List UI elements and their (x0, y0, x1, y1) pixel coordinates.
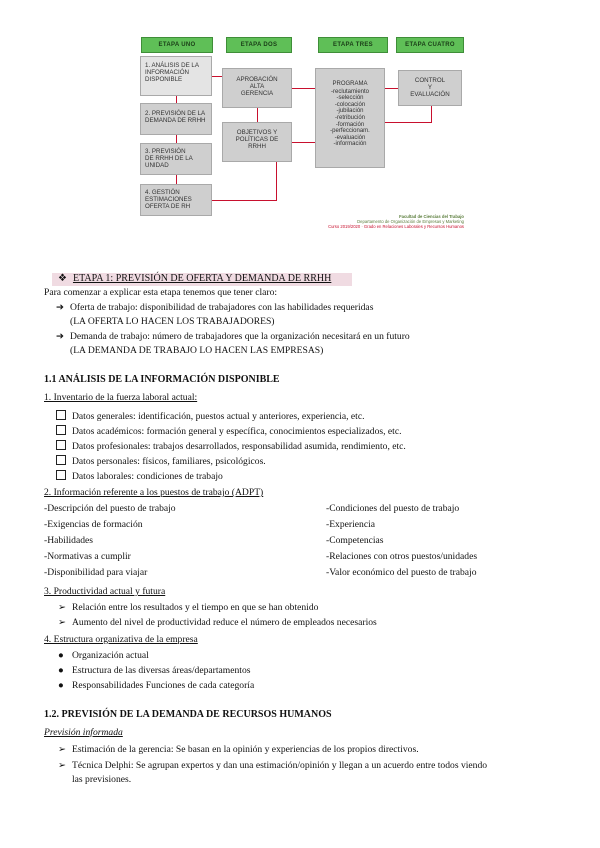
control-line2: Y (427, 84, 433, 91)
approval-line3: GERENCIA (240, 90, 274, 97)
dot-bullet-icon: ● (58, 665, 64, 676)
adpt-left-item: -Disponibilidad para viajar (44, 567, 148, 578)
list-item (58, 602, 318, 614)
box-unit-line1: 3. PREVISIÓN (145, 148, 186, 155)
checkbox-icon (56, 470, 66, 480)
connector-line (212, 76, 222, 77)
offer-definition: Oferta de trabajo: disponibilidad de trabajadores con las habilidades requeridas (70, 302, 374, 313)
etapa-intro: Para comenzar a explicar esta etapa tenemos que tener claro: (44, 287, 278, 298)
objectives-line3: RRHH (248, 143, 266, 150)
connector-line (385, 88, 398, 89)
approval-line1: APROBACIÓN (236, 76, 278, 83)
list-item (58, 760, 487, 772)
arrowhead-bullet-icon: ➢ (58, 760, 67, 771)
arrowhead-bullet-icon: ➢ (58, 744, 67, 755)
checkbox-icon (56, 440, 66, 450)
dot-bullet-icon: ● (58, 650, 64, 661)
adpt-left-item: -Habilidades (44, 535, 94, 546)
checklist-item (56, 455, 266, 468)
arrowhead-bullet-icon: ➢ (58, 602, 67, 613)
checklist-text: Datos profesionales: trabajos desarrollados, responsabilidad asumida, rendimiento, etc. (72, 441, 406, 452)
demand-note: (LA DEMANDA DE TRABAJO LO HACEN LAS EMPRESAS) (70, 345, 324, 356)
subheading-structure: 4. Estructura organizativa de la empresa (44, 634, 198, 645)
checklist-item (56, 470, 223, 483)
demand-definition: Demanda de trabajo: número de trabajadores que la organización necesitará en un futuro (70, 331, 410, 342)
offer-note: (LA OFERTA LO HACEN LOS TRABAJADORES) (70, 316, 275, 327)
diamond-bullet-icon: ❖ (58, 273, 67, 284)
adpt-right-item: -Condiciones del puesto de trabajo (326, 503, 460, 514)
stage-one-label: ETAPA UNO (141, 37, 213, 53)
checklist-item (56, 440, 406, 453)
approval-line2: ALTA (249, 83, 265, 90)
caption-line3: Curso 2019/2020 · Grado en Relaciones Laborales y Recursos Humanos (328, 224, 464, 229)
diagram-caption (286, 214, 464, 229)
box-analysis (140, 56, 212, 96)
box-demand-line1: 2. PREVISIÓN DE LA (145, 110, 206, 117)
program-item: -selección (336, 95, 364, 102)
etapa-title-row (58, 273, 331, 285)
subheading-informed-forecast: Previsión informada (44, 727, 123, 738)
program-title: PROGRAMA (332, 81, 368, 87)
structure-text: Estructura de las diversas áreas/departamentos (72, 665, 251, 676)
hr-planning-diagram (136, 30, 466, 230)
checkbox-icon (56, 425, 66, 435)
structure-text: Organización actual (72, 650, 149, 661)
productivity-text: Aumento del nivel de productividad reduce el número de empleados necesarios (72, 617, 377, 628)
section-1-2-heading: 1.2. PREVISIÓN DE LA DEMANDA DE RECURSOS HUMANOS (44, 709, 332, 720)
checklist-text: Datos laborales: condiciones de trabajo (72, 471, 223, 482)
program-item: -reclutamiento (330, 88, 369, 95)
adpt-left-item: -Descripción del puesto de trabajo (44, 503, 176, 514)
caption-line2: Departamento de Organización de Empresas y Marketing (357, 219, 464, 224)
structure-text: Responsabilidades Funciones de cada categoría (72, 680, 255, 691)
program-item: -formación (335, 121, 365, 128)
control-line1: CONTROL (414, 77, 446, 84)
arrow-right-icon: ➔ (56, 302, 65, 313)
caption-line1: Facultad de Ciencias del Trabajo (399, 214, 464, 219)
checklist-text: Datos académicos: formación general y específica, conocimientos especializados, etc. (72, 426, 402, 437)
box-control-evaluation (398, 70, 462, 106)
connector-line (292, 88, 315, 89)
checklist-text: Datos generales: identificación, puestos actual y anteriores, experiencia, etc. (72, 411, 365, 422)
connector-line (292, 142, 315, 143)
list-item (58, 680, 254, 692)
adpt-right-item: -Competencias (326, 535, 384, 546)
program-item: -colocación (334, 101, 366, 108)
program-item: -perfeccionam. (330, 128, 370, 135)
subheading-productivity: 3. Productividad actual y futura (44, 586, 166, 597)
box-program (315, 68, 385, 168)
objectives-line2: POLÍTICAS DE (235, 136, 279, 143)
box-objectives-policies (222, 122, 292, 162)
box-analysis-line3: DISPONIBLE (145, 76, 183, 83)
checkbox-icon (56, 455, 66, 465)
subheading-inventory: 1. Inventario de la fuerza laboral actual: (44, 392, 198, 403)
connector-line (431, 106, 432, 122)
checkbox-icon (56, 410, 66, 420)
subheading-adpt: 2. Información referente a los puestos de trabajo (ADPT) (44, 487, 264, 498)
program-item: -información (333, 141, 367, 148)
box-unit-line2: DE RRHH DE LA (145, 155, 193, 162)
connector-line (385, 122, 432, 123)
box-demand-line2: DEMANDA DE RRHH (145, 117, 206, 124)
stage-three-label: ETAPA TRES (318, 37, 388, 53)
arrowhead-bullet-icon: ➢ (58, 617, 67, 628)
connector-line (176, 96, 177, 103)
arrow-right-icon: ➔ (56, 331, 65, 342)
list-item (56, 302, 373, 314)
checklist-item (56, 425, 402, 438)
box-management-approval (222, 68, 292, 108)
adpt-left-item: -Exigencias de formación (44, 519, 143, 530)
management-estimate-text: Estimación de la gerencia: Se basan en la opinión y experiencias de los propios directivos. (72, 744, 419, 755)
box-supply-line2: ESTIMACIONES (145, 196, 192, 203)
adpt-right-item: -Relaciones con otros puestos/unidades (326, 551, 478, 562)
productivity-text: Relación entre los resultados y el tiempo en que se han obtenido (72, 602, 319, 613)
dot-bullet-icon: ● (58, 680, 64, 691)
box-unit-line3: UNIDAD (145, 162, 169, 169)
box-analysis-line1: 1. ANÁLISIS DE LA (145, 62, 199, 69)
list-item (56, 331, 410, 343)
connector-line (257, 108, 258, 122)
box-demand-forecast (140, 103, 212, 135)
list-item (58, 665, 250, 677)
box-supply-line1: 4. GESTIÓN (145, 189, 180, 196)
objectives-line1: OBJETIVOS Y (236, 129, 278, 136)
box-analysis-line2: INFORMACIÓN (145, 69, 189, 76)
stage-two-label: ETAPA DOS (226, 37, 292, 53)
connector-line (176, 175, 177, 184)
program-item: -evaluación (334, 134, 366, 141)
list-item (58, 617, 377, 629)
list-item (58, 650, 149, 662)
stage-four-label: ETAPA CUATRO (396, 37, 464, 53)
box-unit-forecast (140, 143, 212, 175)
checklist-item (56, 410, 364, 423)
box-supply-management (140, 184, 212, 216)
control-line3: EVALUACIÓN (410, 91, 450, 98)
box-supply-line3: OFERTA DE RH (145, 203, 191, 210)
program-item: -jubilación (336, 108, 364, 115)
etapa-title: ETAPA 1: PREVISIÓN DE OFERTA Y DEMANDA DE RRHH (72, 273, 332, 284)
adpt-right-item: -Experiencia (326, 519, 376, 530)
connector-line (276, 162, 277, 200)
connector-line (212, 200, 277, 201)
checklist-text: Datos personales: físicos, familiares, psicológicos. (72, 456, 266, 467)
delphi-text: Técnica Delphi: Se agrupan expertos y dan una estimación/opinión y llegan a un acuerdo entre todos viendo (72, 760, 488, 771)
list-item (58, 744, 419, 756)
delphi-text-continued: las previsiones. (72, 774, 132, 785)
adpt-left-item: -Normativas a cumplir (44, 551, 131, 562)
connector-line (176, 135, 177, 143)
adpt-right-item: -Valor económico del puesto de trabajo (326, 567, 477, 578)
section-1-1-heading: 1.1 ANÁLISIS DE LA INFORMACIÓN DISPONIBLE (44, 374, 280, 385)
program-item: -retribución (334, 114, 365, 121)
